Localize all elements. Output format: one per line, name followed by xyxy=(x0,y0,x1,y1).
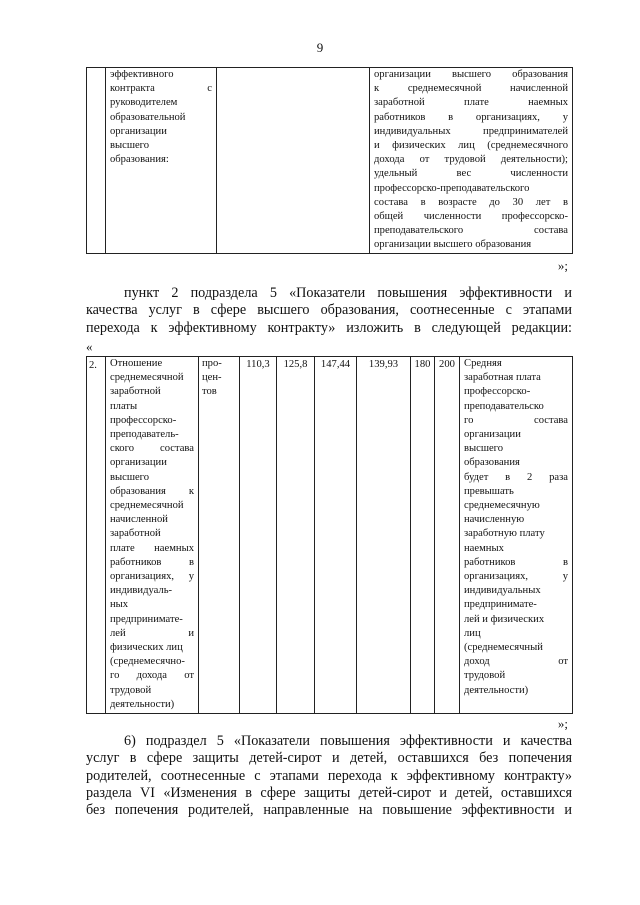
cell-line: организации высшего образования xyxy=(374,239,532,251)
cell-line: организации xyxy=(110,457,167,469)
cell-line: профессорско-преподавательского xyxy=(374,182,530,194)
cell-line: работников в организациях, у xyxy=(374,111,568,123)
cell-line: превышать xyxy=(464,485,514,497)
closing-quote: »; xyxy=(557,258,568,273)
cell-line: работников в xyxy=(110,556,194,568)
cell-line: заработной xyxy=(110,386,161,398)
cell-line: наемных xyxy=(464,542,504,554)
table-row xyxy=(87,357,573,714)
table-cell-indicator xyxy=(106,68,217,254)
cell-line: го состава xyxy=(464,414,568,426)
cell-line: работников в xyxy=(464,556,568,568)
cell-line: лей и физических xyxy=(464,613,545,625)
table-cell-value: 180 xyxy=(411,357,435,714)
cell-line: заработная плата xyxy=(464,372,541,384)
cell-line: лей и xyxy=(110,627,194,639)
table-cell-empty xyxy=(217,68,370,254)
table-cell-empty xyxy=(87,68,106,254)
cell-line: цен- xyxy=(202,372,222,384)
table-cell-unit xyxy=(199,357,240,714)
cell-line: деятельности) xyxy=(110,698,175,710)
cell-line: (среднемесячный xyxy=(464,642,543,654)
opening-quote: « xyxy=(86,339,93,354)
cell-line: ных xyxy=(110,599,129,611)
cell-line: го дохода от xyxy=(110,670,194,682)
cell-line: предпринимате- xyxy=(110,613,183,625)
cell-line: плате наемных xyxy=(110,542,194,554)
cell-line: среднемесячной xyxy=(110,372,184,384)
paragraph-line: родителей, соотнесенные с этапами перехода к эффективному контракту» xyxy=(86,767,572,784)
table-cell-value: 147,44 xyxy=(315,357,357,714)
table-row xyxy=(87,68,573,254)
cell-line: ского состава xyxy=(110,443,194,455)
closing-quote: »; xyxy=(557,716,568,731)
cell-line: трудовой xyxy=(110,684,152,696)
cell-line: Средняя xyxy=(464,358,502,369)
cell-line: лиц xyxy=(464,627,481,639)
cell-line: платы xyxy=(110,400,138,412)
paragraph-line: без попечения родителей, направленные на повышение эффективности и xyxy=(86,802,572,819)
cell-line: (среднемесячно- xyxy=(110,656,185,668)
table-cell-row-number: 2. xyxy=(87,357,106,714)
cell-line: высшего xyxy=(110,140,150,152)
cell-line: состава в возрасте до 30 лет в xyxy=(374,196,568,208)
cell-line: преподавательско xyxy=(464,400,544,412)
paragraph-amendment xyxy=(86,285,572,337)
cell-line: доход от xyxy=(464,656,568,668)
cell-line: физических лиц xyxy=(110,642,183,654)
paragraph-line: раздела VI «Изменения в сфере защиты детей-сирот и детей, оставшихся xyxy=(86,784,572,801)
table-indicator xyxy=(86,356,573,714)
cell-line: удельный вес численности xyxy=(374,168,568,180)
cell-line: заработной плате наемных xyxy=(374,97,568,109)
table-cell-value: 110,3 xyxy=(240,357,277,714)
cell-line: общей численности профессорско- xyxy=(374,211,568,223)
cell-line: эффективного xyxy=(110,69,174,80)
cell-line: будет в 2 раза xyxy=(464,471,568,483)
cell-line: организациях, у xyxy=(110,571,194,583)
cell-line: организации xyxy=(110,125,167,137)
cell-line: организации высшего образования xyxy=(374,69,568,80)
cell-line: индивидуаль- xyxy=(110,585,173,597)
cell-line: про- xyxy=(202,358,222,369)
cell-line: высшего xyxy=(110,471,150,483)
cell-line: образования к xyxy=(110,485,194,497)
cell-line: заработной xyxy=(110,528,161,540)
table-cell-value: 200 xyxy=(435,357,460,714)
cell-line: образования: xyxy=(110,154,169,166)
cell-line: руководителем xyxy=(110,97,178,109)
table-continuation xyxy=(86,67,573,254)
cell-line: организациях, у xyxy=(464,571,568,583)
cell-line: начисленной xyxy=(110,514,168,526)
table-cell-result xyxy=(460,357,573,714)
cell-line: и физических лиц (среднемесячного xyxy=(374,140,568,152)
cell-line: индивидуальных предпринимателей xyxy=(374,125,568,137)
cell-line: преподавательского состава xyxy=(374,225,568,237)
table-cell-value: 139,93 xyxy=(357,357,411,714)
cell-line: начисленную xyxy=(464,514,525,526)
cell-line: заработную плату xyxy=(464,528,545,540)
cell-line: организации xyxy=(464,429,521,441)
paragraph-line: услуг в сфере защиты детей-сирот и детей, оставшихся без попечения xyxy=(86,750,572,767)
cell-line: контракта с xyxy=(110,83,212,95)
table-cell-result xyxy=(370,68,573,254)
cell-line: среднемесячной xyxy=(110,500,184,512)
cell-line: профессорско- xyxy=(464,386,531,398)
cell-line: дохода от трудовой деятельности); xyxy=(374,154,568,166)
cell-line: преподаватель- xyxy=(110,429,179,441)
cell-line: деятельности) xyxy=(464,684,529,696)
paragraph-line: пункт 2 подраздела 5 «Показатели повышения эффективности и xyxy=(124,285,572,301)
cell-line: трудовой xyxy=(464,670,506,682)
cell-line: профессорско- xyxy=(110,414,177,426)
paragraph-line: 6) подраздел 5 «Показатели повышения эффективности и качества xyxy=(124,733,572,749)
cell-line: среднемесячную xyxy=(464,500,540,512)
cell-line: тов xyxy=(202,386,217,398)
table-cell-value: 125,8 xyxy=(277,357,315,714)
cell-line: предпринимате- xyxy=(464,599,537,611)
cell-line: образовательной xyxy=(110,111,186,123)
cell-line: индивидуальных xyxy=(464,585,541,597)
table-cell-indicator xyxy=(106,357,199,714)
paragraph-line: качества услуг в сфере высшего образования, соотнесенные с этапами xyxy=(86,302,572,319)
cell-line: Отношение xyxy=(110,358,163,369)
paragraph-subsection-6 xyxy=(86,733,572,819)
cell-line: образования xyxy=(464,457,520,469)
cell-line: к среднемесячной начисленной xyxy=(374,83,568,95)
cell-line: высшего xyxy=(464,443,504,455)
page-number: 9 xyxy=(316,40,324,55)
paragraph-line: перехода к эффективному контракту» изложить в следующей редакции: xyxy=(86,319,572,336)
